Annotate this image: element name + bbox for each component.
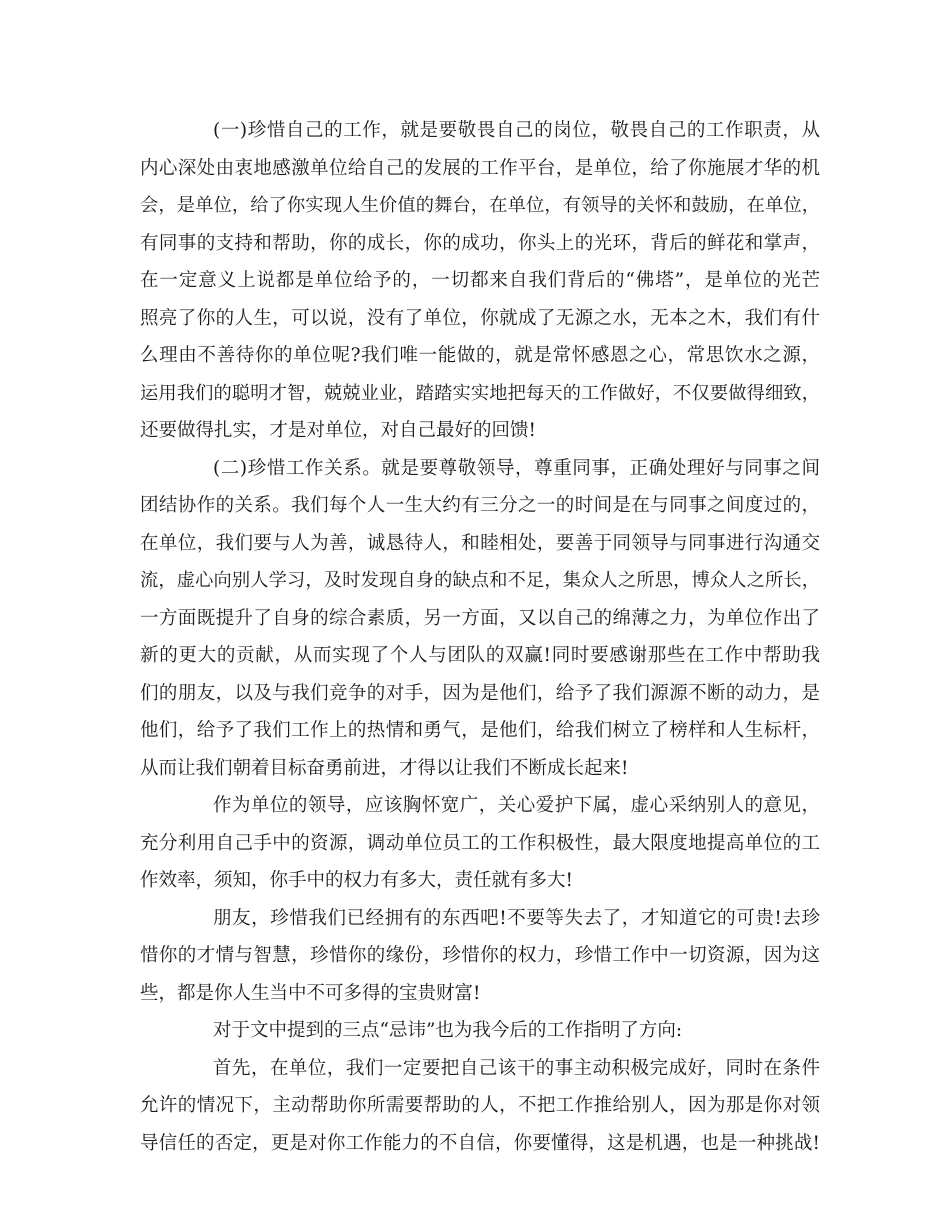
- paragraph-3-line-3: 作效率，须知，你手中的权力有多大，责任就有多大!: [140, 870, 573, 891]
- paragraph-1-line-7: 么理由不善待你的单位呢?我们唯一能做的，就是常怀感恩之心，常思饮水之源，: [140, 345, 820, 366]
- paragraph-1-line-3: 会，是单位，给了你实现人生价值的舞台，在单位，有领导的关怀和鼓励，在单位，: [140, 195, 820, 216]
- paragraph-2-line-1: (二)珍惜工作关系。就是要尊敬领导，尊重同事，正确处理好与同事之间: [213, 458, 820, 479]
- paragraph-2-line-9: 从而让我们朝着目标奋勇前进，才得以让我们不断成长起来!: [140, 758, 629, 779]
- paragraph-4-line-3: 些，都是你人生当中不可多得的宝贵财富!: [140, 983, 481, 1004]
- paragraph-1-line-8: 运用我们的聪明才智，兢兢业业，踏踏实实地把每天的工作做好，不仅要做得细致，: [140, 383, 820, 404]
- paragraph-2-line-7: 们的朋友，以及与我们竞争的对手，因为是他们，给予了我们源源不断的动力，是: [140, 683, 820, 704]
- paragraph-1-line-9: 还要做得扎实，才是对单位，对自己最好的回馈!: [140, 420, 536, 441]
- paragraph-2-line-4: 流，虚心向别人学习，及时发现自身的缺点和不足，集众人之所思，博众人之所长，: [140, 570, 820, 591]
- paragraph-3-line-2: 充分利用自己手中的资源，调动单位员工的工作积极性，最大限度地提高单位的工: [140, 833, 820, 854]
- paragraph-2-line-8: 他们，给予了我们工作上的热情和勇气，是他们，给我们树立了榜样和人生标杆，: [140, 720, 820, 741]
- paragraph-5-line-1: 对于文中提到的三点“忌讳”也为我今后的工作指明了方向:: [213, 1020, 683, 1041]
- paragraph-6-line-2: 允许的情况下，主动帮助你所需要帮助的人，不把工作推给别人，因为那是你对领: [140, 1095, 820, 1116]
- paragraph-2-line-3: 在单位，我们要与人为善，诚恳待人，和睦相处，要善于同领导与同事进行沟通交: [140, 533, 820, 554]
- paragraph-4-line-1: 朋友，珍惜我们已经拥有的东西吧!不要等失去了，才知道它的可贵!去珍: [213, 908, 820, 929]
- paragraph-1-line-6: 照亮了你的人生，可以说，没有了单位，你就成了无源之水，无本之木，我们有什: [140, 308, 820, 329]
- paragraph-6-line-3: 导信任的否定，更是对你工作能力的不自信，你要懂得，这是机遇，也是一种挑战!: [140, 1133, 820, 1154]
- paragraph-4-line-2: 惜你的才情与智慧，珍惜你的缘份，珍惜你的权力，珍惜工作中一切资源，因为这: [140, 945, 820, 966]
- paragraph-2-line-5: 一方面既提升了自身的综合素质，另一方面，又以自己的绵薄之力，为单位作出了: [140, 608, 820, 629]
- paragraph-1-line-5: 在一定意义上说都是单位给予的，一切都来自我们背后的“佛塔”，是单位的光芒: [140, 270, 820, 291]
- paragraph-6-line-1: 首先，在单位，我们一定要把自己该干的事主动积极完成好，同时在条件: [213, 1058, 820, 1079]
- paragraph-2-line-6: 新的更大的贡献，从而实现了个人与团队的双赢!同时要感谢那些在工作中帮助我: [140, 645, 820, 666]
- paragraph-3-line-1: 作为单位的领导，应该胸怀宽广，关心爱护下属，虚心采纳别人的意见，: [213, 795, 820, 816]
- paragraph-2-line-2: 团结协作的关系。我们每个人一生大约有三分之一的时间是在与同事之间度过的，: [140, 495, 820, 516]
- paragraph-1-line-4: 有同事的支持和帮助，你的成长，你的成功，你头上的光环，背后的鲜花和掌声，: [140, 233, 820, 254]
- paragraph-1-line-2: 内心深处由衷地感激单位给自己的发展的工作平台，是单位，给了你施展才华的机: [140, 158, 820, 179]
- paragraph-1-line-1: (一)珍惜自己的工作，就是要敬畏自己的岗位，敬畏自己的工作职责，从: [213, 120, 820, 141]
